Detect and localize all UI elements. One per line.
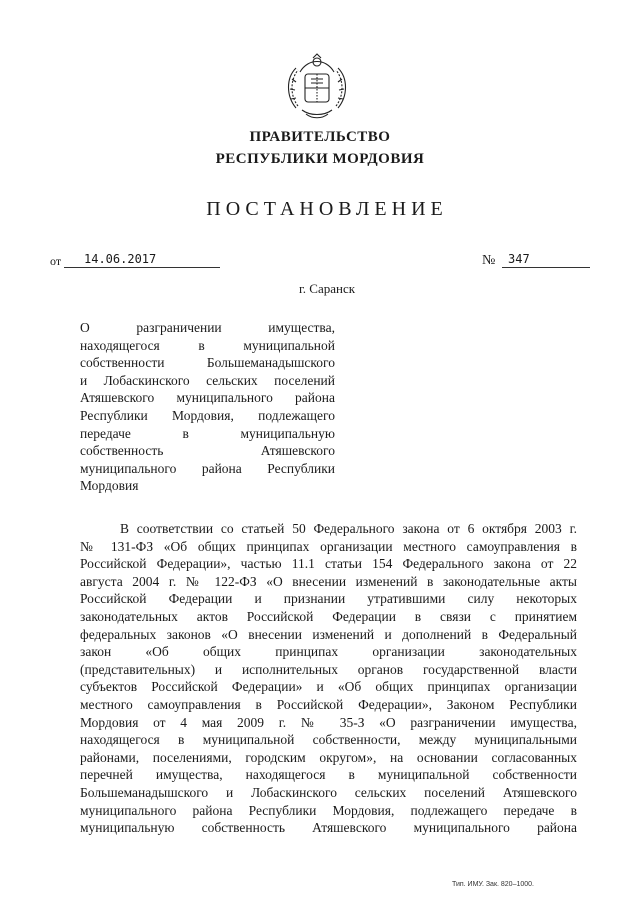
- subject-line: муниципального района Республики: [80, 460, 335, 476]
- subject-line: находящегося в муниципальной: [80, 337, 335, 353]
- body-paragraph: [80, 520, 577, 837]
- subject-line: Атяшевского муниципального района: [80, 390, 335, 406]
- body-line: федеральных законов «О внесении изменений и дополнений в Федеральный: [80, 626, 577, 642]
- subject-line: О разграничении имущества,: [80, 320, 335, 335]
- body-line: закон «Об общих принципах организации законодательных: [80, 644, 577, 660]
- date-prefix: от: [50, 254, 62, 268]
- coat-of-arms-emblem-icon: [284, 52, 350, 122]
- body-line: районами, поселениями, городским округом», на основании согласованных: [80, 749, 577, 765]
- body-line: Российской Федерации», частью 11.1 статьи 154 Федерального закона от 22: [80, 556, 577, 572]
- subject-line: Республики Мордовия, подлежащего: [80, 407, 335, 423]
- body-line: законодательных актов Российской Федерации в связи с принятием: [80, 608, 577, 624]
- subject-line: собственность Атяшевского: [80, 443, 335, 459]
- body-line: муниципальную собственность Атяшевского муниципального района: [80, 820, 577, 836]
- subject-block: [80, 319, 335, 495]
- subject-line: и Лобаскинского сельских поселений: [80, 372, 335, 388]
- number-value: 347: [502, 252, 590, 268]
- body-line: перечней имущества, находящегося в муниципальной собственности: [80, 767, 577, 783]
- number-prefix: №: [482, 253, 496, 268]
- date-value: 14.06.2017: [64, 252, 220, 268]
- body-line: № 131-ФЗ «Об общих принципах организации местного самоуправления в: [80, 538, 577, 554]
- subject-line: Мордовия: [80, 478, 139, 494]
- body-line: Российской Федерации и признании утратившими силу некоторых: [80, 591, 577, 607]
- body-line: августа 2004 г. № 122-ФЗ «О внесении изменений в законодательные акты: [80, 573, 577, 589]
- government-title-line1: ПРАВИТЕЛЬСТВО: [249, 129, 391, 145]
- body-line: находящегося в муниципальной собственности, между муниципальными: [80, 732, 577, 748]
- document-type-title: ПОСТАНОВЛЕНИЕ: [206, 198, 448, 220]
- city-label: г. Саранск: [298, 281, 356, 296]
- body-line: В соответствии со статьей 50 Федерального закона от 6 октября 2003 г.: [120, 521, 577, 536]
- subject-line: собственности Большеманадышского: [80, 355, 335, 371]
- body-line: (представительных) и исполнительных органов государственной власти: [80, 661, 577, 677]
- print-note: Тип. ИМУ. Зак. 820–1000.: [452, 881, 534, 888]
- body-line: муниципального района Республики Мордовия, подлежащего передаче в: [80, 802, 577, 818]
- body-line: субъектов Российской Федерации» и «Об общих принципах организации: [80, 679, 577, 695]
- body-line: Большеманадышского и Лобаскинского сельских поселений Атяшевского: [80, 784, 577, 800]
- subject-line: передаче в муниципальную: [80, 425, 335, 441]
- body-line: местного самоуправления в Российской Федерации», Законом Республики: [80, 696, 577, 712]
- government-heading: [0, 126, 640, 170]
- government-title-line2: РЕСПУБЛИКИ МОРДОВИЯ: [215, 151, 425, 167]
- body-line: Мордовия от 4 мая 2009 г. № 35-З «О разграничении имущества,: [80, 714, 577, 730]
